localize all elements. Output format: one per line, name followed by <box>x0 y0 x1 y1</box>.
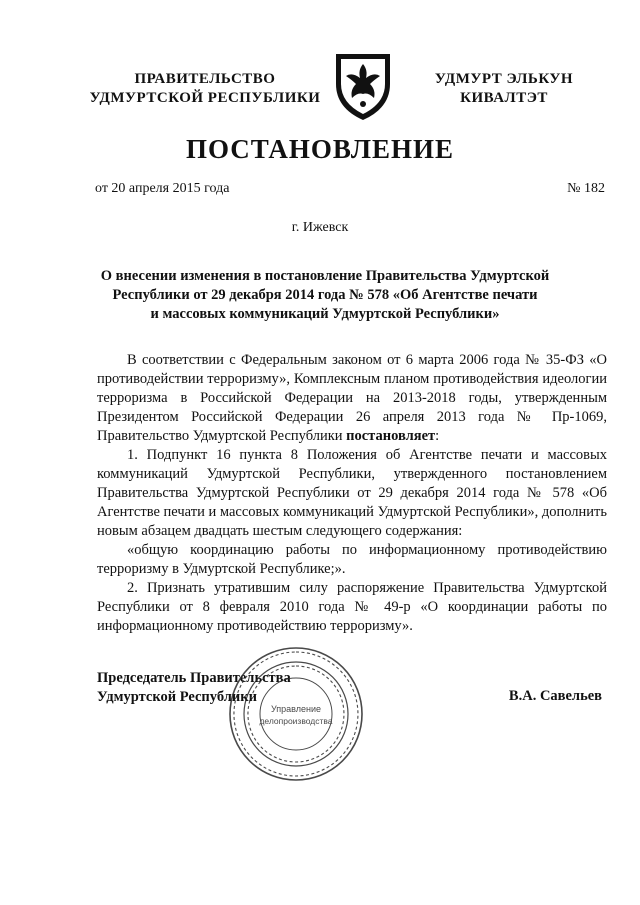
office-stamp <box>226 644 366 784</box>
issuer-russian-line2: УДМУРТСКОЙ РЕСПУБЛИКИ <box>89 90 321 106</box>
signatory-name: В.А. Савельев <box>508 688 602 704</box>
document-type: ПОСТАНОВЛЕНИЕ <box>185 134 455 164</box>
stamp-line2: делопроизводства <box>259 716 333 726</box>
signatory-position-line1: Председатель Правительства <box>97 670 291 686</box>
subject-line1: О внесении изменения в постановление Правительства Удмуртской <box>100 268 550 284</box>
item-1-quote: «общую координацию работы по информационному противодействию терроризму в Удмуртской Республике;». <box>97 542 607 577</box>
issuer-udmurt-line1: УДМУРТ ЭЛЬКУН <box>434 71 574 87</box>
document-city: г. Ижевск <box>291 220 349 235</box>
document-subject <box>95 267 555 324</box>
preamble-paragraph <box>97 351 607 446</box>
udmurt-emblem-icon <box>330 50 396 122</box>
item-1: 1. Подпункт 16 пункта 8 Положения об Агентстве печати и массовых коммуникаций Удмуртской Республики, утвержденного постановлением Правительства Удмуртской Республики от 29 декабря 2014 года № 578 «Об Агентстве печати и массовых коммуникаций Удмуртской Республики», дополнить новым абзацем двадцать шестым следующего содержания: <box>97 447 607 539</box>
document-number: № 182 <box>567 181 605 196</box>
subject-line2: Республики от 29 декабря 2014 года № 578 «Об Агентстве печати <box>112 287 538 303</box>
subject-line3: и массовых коммуникаций Удмуртской Республики» <box>150 306 500 322</box>
decides-word: постановляет <box>346 428 436 444</box>
stamp-line1: Управление <box>270 704 322 714</box>
document-body <box>97 351 607 636</box>
signatory-position-line2: Удмуртской Республики <box>97 689 257 705</box>
issuer-russian-line1: ПРАВИТЕЛЬСТВО <box>134 71 276 87</box>
issuer-russian <box>80 70 330 108</box>
item-2: 2. Признать утратившим силу распоряжение Правительства Удмуртской Республики от 8 февраля 2010 года № 49-р «О координации работы по информационному противодействию терроризму». <box>97 580 607 634</box>
document-date: от 20 апреля 2015 года <box>95 181 230 196</box>
issuer-udmurt <box>414 70 594 108</box>
decides-colon: : <box>435 428 440 444</box>
issuer-udmurt-line2: КИВАЛТЭТ <box>460 90 548 106</box>
preamble-text: В соответствии с Федеральным законом от 6 марта 2006 года № 35-ФЗ «О противодействии терроризму», Комплексным планом противодействия идеологии терроризма в Российской Федерации на 2013-2018 годы, утвержденным Президентом Российской Федерации 26 апреля 2013 года № Пр-1069, Правительство Удмуртской Республики <box>97 352 607 444</box>
